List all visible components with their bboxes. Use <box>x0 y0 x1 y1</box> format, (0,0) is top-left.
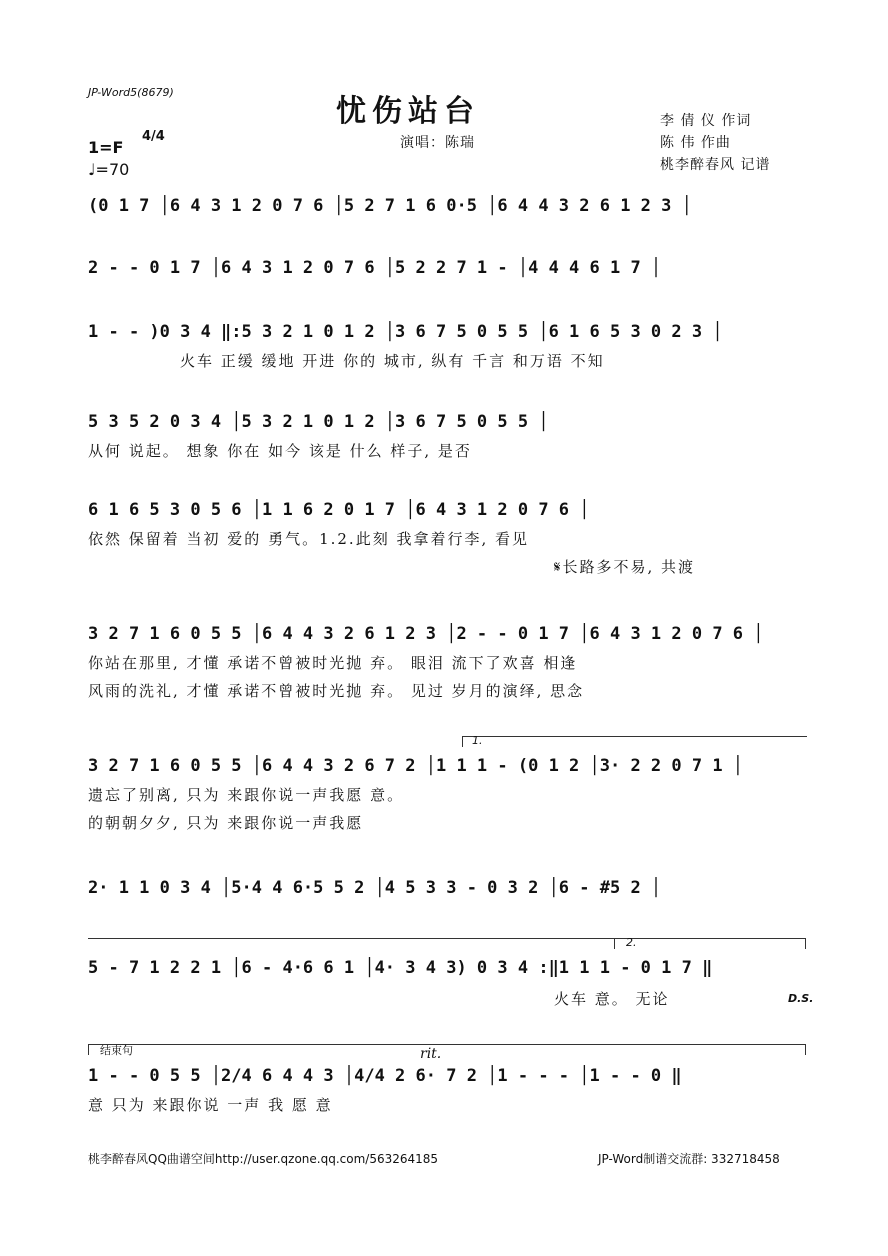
score-line-7: 3 2 7 1 6 0 5 5 │6 4 4 3 2 6 7 2 │1 1 1 - (0 1 2 │3· 2 2 0 7 1 │ <box>88 756 744 776</box>
volta-2-label: 2. <box>626 936 637 949</box>
transcriber-credit: 桃李醉春风 记谱 <box>660 157 771 173</box>
lyric-line-9: 火车 意。 无论 <box>554 990 670 1008</box>
score-line-9: 5 - 7 1 2 2 1 │6 - 4·6 6 1 │4· 3 4 3) 0 3 4 :‖1 1 1 - 0 1 7 ‖ <box>88 958 713 978</box>
volta-1-label: 1. <box>472 734 483 747</box>
volta-1-bracket <box>462 736 807 747</box>
lyric-line-7b: 的朝朝夕夕, 只为 来跟你说一声我愿 <box>88 814 364 832</box>
score-line-5: 6 1 6 5 3 0 5 6 │1 1 6 2 0 1 7 │6 4 3 1 2 0 7 6 │ <box>88 500 590 520</box>
score-line-10: 1 - - 0 5 5 │2/4 6 4 4 3 │4/4 2 6· 7 2 │1 - - - │1 - - 0 ‖ <box>88 1066 682 1086</box>
singer-credit: 演唱：陈瑞 <box>400 135 475 151</box>
volta-2-bracket <box>614 938 806 949</box>
score-line-4: 5 3 5 2 0 3 4 │5 3 2 1 0 1 2 │3 6 7 5 0 5 5 │ <box>88 412 549 432</box>
ritardando-marking: rit. <box>420 1046 442 1062</box>
lyric-line-5a: 依然 保留着 当初 爱的 勇气。1.2.此刻 我拿着行李, 看见 <box>88 530 530 548</box>
lyric-line-6b: 风雨的洗礼, 才懂 承诺不曾被时光抛 弃。 见过 岁月的演绎, 思念 <box>88 682 585 700</box>
score-line-3: 1 - - )0 3 4 ‖:5 3 2 1 0 1 2 │3 6 7 5 0 5 5 │6 1 6 5 3 0 2 3 │ <box>88 322 723 342</box>
lyric-line-4: 从何 说起。 想象 你在 如今 该是 什么 样子, 是否 <box>88 442 472 460</box>
dal-segno-marking: D.S. <box>788 992 814 1005</box>
ending-phrase-label: 结束句 <box>100 1044 133 1057</box>
lyric-line-10: 意 只为 来跟你说 一声 我 愿 意 <box>88 1096 333 1114</box>
ending-phrase-box <box>88 1044 806 1055</box>
page-title: 忧伤站台 <box>336 94 480 129</box>
score-line-6: 3 2 7 1 6 0 5 5 │6 4 4 3 2 6 1 2 3 │2 - - 0 1 7 │6 4 3 1 2 0 7 6 │ <box>88 624 764 644</box>
software-label: JP-Word5(8679) <box>88 86 174 99</box>
lyric-line-6a: 你站在那里, 才懂 承诺不曾被时光抛 弃。 眼泪 流下了欢喜 相逢 <box>88 654 578 672</box>
lyricist-credit: 李 倩 仪 作词 <box>660 113 752 129</box>
score-line-2: 2 - - 0 1 7 │6 4 3 1 2 0 7 6 │5 2 2 7 1 - │4 4 4 6 1 7 │ <box>88 258 662 278</box>
key-signature: 1=F <box>88 138 124 157</box>
composer-credit: 陈 伟 作曲 <box>660 135 731 151</box>
lyric-line-5b: 𝄋长路多不易, 共渡 <box>554 558 695 576</box>
score-line-8: 2· 1 1 0 3 4 │5·4 4 6·5 5 2 │4 5 3 3 - 0 3 2 │6 - #5 2 │ <box>88 878 662 898</box>
score-line-1: (0 1 7 │6 4 3 1 2 0 7 6 │5 2 7 1 6 0·5 │6 4 4 3 2 6 1 2 3 │ <box>88 196 692 216</box>
footer-right: JP-Word制谱交流群: 332718458 <box>598 1152 780 1166</box>
lyric-line-7a: 遗忘了别离, 只为 来跟你说一声我愿 意。 <box>88 786 405 804</box>
time-signature: 4/4 <box>142 129 165 144</box>
footer-left: 桃李醉春风QQ曲谱空间http://user.qzone.qq.com/563264185 <box>88 1152 439 1166</box>
lyric-line-3: 火车 正缓 缓地 开进 你的 城市, 纵有 千言 和万语 不知 <box>180 352 605 370</box>
tempo-marking: ♩=70 <box>88 160 130 179</box>
